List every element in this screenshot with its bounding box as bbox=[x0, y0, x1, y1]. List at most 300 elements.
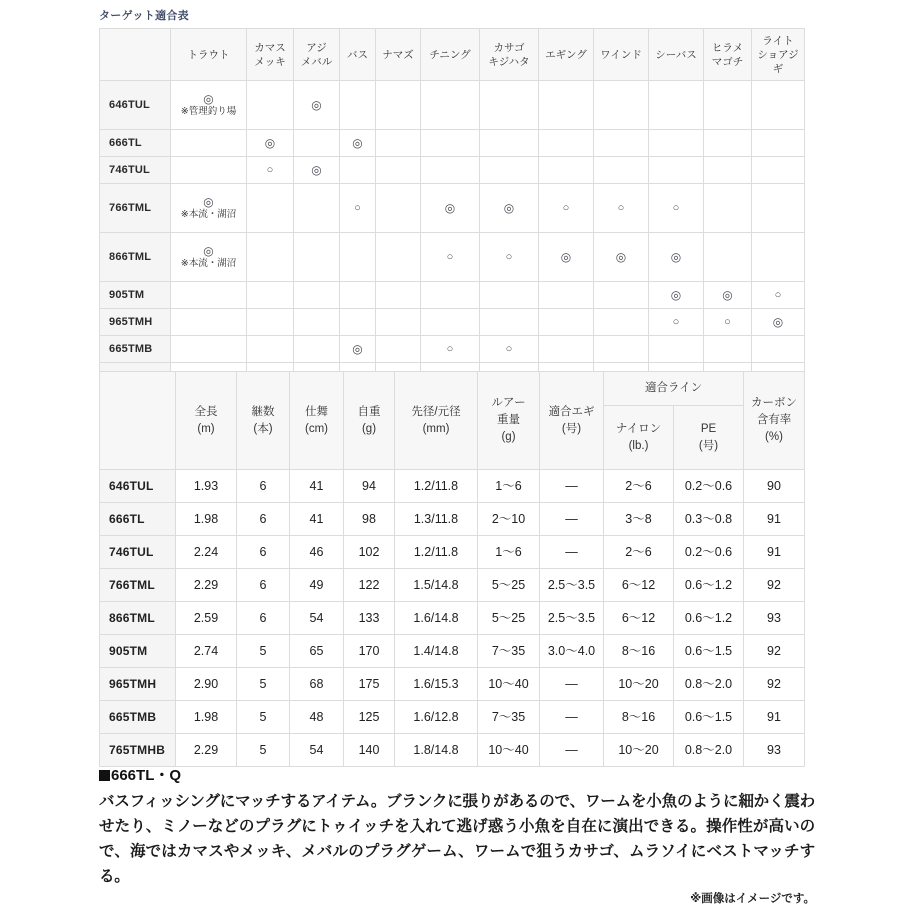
spec-cell-model: 746TUL bbox=[100, 536, 176, 569]
target-cell-trout bbox=[171, 184, 247, 233]
spec-cell-length: 2.59 bbox=[176, 602, 237, 635]
spec-cell-diameter: 1.5/14.8 bbox=[395, 569, 478, 602]
spec-cell-lure: 7〜35 bbox=[478, 701, 540, 734]
spec-cell-egi: — bbox=[540, 470, 604, 503]
spec-cell-length: 2.29 bbox=[176, 734, 237, 767]
description-heading-text: 666TL・Q bbox=[111, 767, 182, 784]
spec-col-head-lure-weight bbox=[478, 372, 540, 470]
spec-cell-weight: 94 bbox=[344, 470, 395, 503]
cell-content bbox=[752, 316, 804, 329]
target-cell-chinning bbox=[421, 233, 480, 282]
target-cell-trout bbox=[171, 157, 247, 184]
target-cell-kasago-kijihata bbox=[480, 81, 539, 130]
spec-cell-egi: 2.5〜3.5 bbox=[540, 569, 604, 602]
spec-cell-pe: 0.6〜1.5 bbox=[674, 635, 744, 668]
spec-cell-weight: 102 bbox=[344, 536, 395, 569]
spec-cell-weight: 140 bbox=[344, 734, 395, 767]
spec-cell-length: 2.90 bbox=[176, 668, 237, 701]
target-cell-aji-mebaru bbox=[294, 130, 340, 157]
spec-cell-nylon: 10〜20 bbox=[604, 668, 674, 701]
spec-cell-diameter: 1.6/15.3 bbox=[395, 668, 478, 701]
target-cell-kasago-kijihata bbox=[480, 233, 539, 282]
target-cell-light-shore-jigging bbox=[752, 81, 805, 130]
target-cell-light-shore-jigging bbox=[752, 309, 805, 336]
spec-cell-closed: 65 bbox=[290, 635, 344, 668]
col-label-line: (本) bbox=[253, 422, 273, 435]
specification-table-container bbox=[99, 371, 805, 767]
spec-cell-pieces: 5 bbox=[237, 701, 290, 734]
spec-cell-lure: 1〜6 bbox=[478, 470, 540, 503]
spec-cell-carbon: 92 bbox=[744, 668, 805, 701]
table-row bbox=[100, 282, 805, 309]
target-row-model: 965TMH bbox=[100, 309, 171, 336]
cell-content bbox=[421, 251, 479, 264]
circle-icon: ○ bbox=[354, 201, 361, 214]
target-cell-kamasu-mekki bbox=[247, 282, 294, 309]
cell-content bbox=[480, 343, 538, 356]
spec-cell-lure: 5〜25 bbox=[478, 602, 540, 635]
spec-cell-pe: 0.6〜1.2 bbox=[674, 602, 744, 635]
cell-content bbox=[480, 251, 538, 264]
table-row bbox=[100, 81, 805, 130]
table-row bbox=[100, 734, 805, 767]
col-label-line: 自重 bbox=[357, 405, 381, 418]
target-cell-seabass bbox=[649, 282, 704, 309]
circle-icon: ○ bbox=[446, 342, 454, 355]
target-row-model: 646TUL bbox=[100, 81, 171, 130]
target-compatibility-table bbox=[99, 28, 805, 390]
cell-content bbox=[480, 202, 538, 215]
cell-content bbox=[594, 251, 648, 264]
spec-cell-pieces: 6 bbox=[237, 503, 290, 536]
spec-cell-nylon: 6〜12 bbox=[604, 602, 674, 635]
spec-cell-length: 1.93 bbox=[176, 470, 237, 503]
spec-cell-pieces: 5 bbox=[237, 734, 290, 767]
table-row bbox=[100, 470, 805, 503]
spec-cell-carbon: 91 bbox=[744, 701, 805, 734]
target-cell-chinning bbox=[421, 184, 480, 233]
description-heading bbox=[99, 766, 815, 786]
cell-content bbox=[171, 93, 246, 118]
spec-table-head bbox=[100, 372, 805, 470]
circle-icon: ○ bbox=[672, 201, 680, 214]
target-cell-kamasu-mekki bbox=[247, 233, 294, 282]
specification-table bbox=[99, 371, 805, 767]
spec-cell-pieces: 5 bbox=[237, 668, 290, 701]
cell-content bbox=[649, 316, 703, 329]
target-cell-wind bbox=[594, 233, 649, 282]
spec-cell-model: 665TMB bbox=[100, 701, 176, 734]
col-label-line: アジ bbox=[306, 41, 327, 54]
target-col-head-kamasu-mekki bbox=[247, 29, 294, 81]
spec-cell-pieces: 6 bbox=[237, 602, 290, 635]
target-cell-aji-mebaru bbox=[294, 336, 340, 363]
cell-content bbox=[649, 202, 703, 215]
col-label-line: シーバス bbox=[655, 48, 697, 61]
spec-cell-pe: 0.8〜2.0 bbox=[674, 668, 744, 701]
target-cell-namazu bbox=[376, 130, 421, 157]
spec-cell-pe: 0.6〜1.2 bbox=[674, 569, 744, 602]
cell-content bbox=[752, 289, 804, 302]
table-row bbox=[100, 503, 805, 536]
cell-note: ※本流・湖沼 bbox=[180, 257, 237, 269]
double-circle-icon: ◎ bbox=[311, 97, 322, 112]
spec-cell-weight: 98 bbox=[344, 503, 395, 536]
target-cell-eging bbox=[539, 81, 594, 130]
target-col-head-light-shore-jigging bbox=[752, 29, 805, 81]
spec-table-header-row-top bbox=[100, 372, 805, 406]
spec-cell-model: 905TM bbox=[100, 635, 176, 668]
target-cell-namazu bbox=[376, 282, 421, 309]
target-cell-eging bbox=[539, 130, 594, 157]
target-cell-namazu bbox=[376, 81, 421, 130]
spec-cell-egi: 3.0〜4.0 bbox=[540, 635, 604, 668]
table-row bbox=[100, 536, 805, 569]
target-col-head-seabass bbox=[649, 29, 704, 81]
target-cell-aji-mebaru bbox=[294, 81, 340, 130]
spec-cell-model: 965TMH bbox=[100, 668, 176, 701]
table-row bbox=[100, 130, 805, 157]
target-cell-namazu bbox=[376, 184, 421, 233]
col-label-line: ヒラメ bbox=[711, 41, 744, 54]
target-cell-hirame-magochi bbox=[704, 130, 752, 157]
target-cell-bass bbox=[340, 157, 376, 184]
target-cell-light-shore-jigging bbox=[752, 233, 805, 282]
table-row bbox=[100, 701, 805, 734]
double-circle-icon: ◎ bbox=[670, 249, 682, 264]
spec-cell-carbon: 91 bbox=[744, 536, 805, 569]
col-label-line: ルアー bbox=[491, 397, 526, 409]
spec-cell-pieces: 6 bbox=[237, 569, 290, 602]
target-cell-eging bbox=[539, 157, 594, 184]
target-cell-kamasu-mekki bbox=[247, 184, 294, 233]
col-label-line: 仕舞 bbox=[305, 405, 328, 418]
spec-cell-diameter: 1.6/14.8 bbox=[395, 602, 478, 635]
target-cell-wind bbox=[594, 309, 649, 336]
target-col-head-eging bbox=[539, 29, 594, 81]
target-col-head-trout bbox=[171, 29, 247, 81]
target-cell-kasago-kijihata bbox=[480, 184, 539, 233]
double-circle-icon: ◎ bbox=[615, 249, 627, 264]
target-row-model: 866TML bbox=[100, 233, 171, 282]
spec-cell-nylon: 3〜8 bbox=[604, 503, 674, 536]
spec-cell-weight: 133 bbox=[344, 602, 395, 635]
target-row-model: 766TML bbox=[100, 184, 171, 233]
target-cell-hirame-magochi bbox=[704, 336, 752, 363]
target-cell-eging bbox=[539, 282, 594, 309]
target-row-model: 666TL bbox=[100, 130, 171, 157]
target-cell-hirame-magochi bbox=[704, 184, 752, 233]
cell-content bbox=[539, 202, 593, 215]
spec-cell-pe: 0.2〜0.6 bbox=[674, 470, 744, 503]
col-label-line: PE bbox=[700, 422, 717, 435]
col-label-line: チニング bbox=[429, 48, 471, 61]
spec-col-head-egi bbox=[540, 372, 604, 470]
target-table-head bbox=[100, 29, 805, 81]
double-circle-icon: ◎ bbox=[560, 249, 572, 264]
spec-cell-model: 866TML bbox=[100, 602, 176, 635]
target-cell-trout bbox=[171, 309, 247, 336]
circle-icon: ○ bbox=[774, 288, 782, 301]
spec-cell-weight: 170 bbox=[344, 635, 395, 668]
target-cell-bass bbox=[340, 233, 376, 282]
table-row bbox=[100, 157, 805, 184]
target-cell-bass bbox=[340, 184, 376, 233]
target-cell-light-shore-jigging bbox=[752, 157, 805, 184]
spec-cell-closed: 46 bbox=[290, 536, 344, 569]
table-row bbox=[100, 602, 805, 635]
cell-content bbox=[704, 289, 751, 302]
spec-cell-nylon: 8〜16 bbox=[604, 701, 674, 734]
spec-cell-carbon: 91 bbox=[744, 503, 805, 536]
col-label-line: (%) bbox=[765, 431, 783, 443]
spec-cell-weight: 175 bbox=[344, 668, 395, 701]
target-cell-aji-mebaru bbox=[294, 309, 340, 336]
spec-cell-nylon: 2〜6 bbox=[604, 536, 674, 569]
target-col-head-aji-mebaru bbox=[294, 29, 340, 81]
double-circle-icon: ◎ bbox=[264, 135, 276, 150]
spec-cell-diameter: 1.2/11.8 bbox=[395, 470, 478, 503]
target-col-head-wind bbox=[594, 29, 649, 81]
col-label-line: (cm) bbox=[305, 422, 328, 435]
circle-icon: ○ bbox=[505, 250, 513, 263]
target-cell-wind bbox=[594, 336, 649, 363]
spec-cell-egi: — bbox=[540, 701, 604, 734]
spec-cell-carbon: 92 bbox=[744, 635, 805, 668]
spec-cell-closed: 68 bbox=[290, 668, 344, 701]
spec-cell-egi: 2.5〜3.5 bbox=[540, 602, 604, 635]
spec-cell-egi: — bbox=[540, 734, 604, 767]
circle-icon: ○ bbox=[724, 315, 731, 328]
cell-content bbox=[294, 164, 339, 177]
spec-col-head-nylon bbox=[604, 406, 674, 470]
table-row bbox=[100, 309, 805, 336]
target-cell-seabass bbox=[649, 336, 704, 363]
col-label-line: 継数 bbox=[251, 405, 275, 418]
col-label-line: ナイロン bbox=[615, 422, 662, 435]
cell-note: ※本流・湖沼 bbox=[180, 208, 237, 220]
cell-note: ※管理釣り場 bbox=[180, 105, 237, 117]
description-footnote: ※画像はイメージです。 bbox=[690, 893, 815, 905]
description-body: バスフィッシングにマッチするアイテム。ブランクに張りがあるので、ワームを小魚のように細かく震わせたり、ミノーなどのプラグにトゥイッチを入れて逃げ惑う小魚を自在に演出できる。操作性が高いので、海ではカマスやメッキ、メバルのプラグゲーム、ワームで狙うカサゴ、ムラソイにベストマッチする。 bbox=[99, 793, 815, 885]
table-row bbox=[100, 569, 805, 602]
target-cell-namazu bbox=[376, 157, 421, 184]
spec-cell-nylon: 6〜12 bbox=[604, 569, 674, 602]
target-cell-aji-mebaru bbox=[294, 282, 340, 309]
cell-content bbox=[294, 99, 339, 112]
cell-content bbox=[649, 251, 703, 264]
spec-cell-diameter: 1.8/14.8 bbox=[395, 734, 478, 767]
cell-content bbox=[247, 164, 293, 177]
target-cell-hirame-magochi bbox=[704, 157, 752, 184]
spec-cell-diameter: 1.2/11.8 bbox=[395, 536, 478, 569]
spec-cell-model: 666TL bbox=[100, 503, 176, 536]
spec-cell-lure: 5〜25 bbox=[478, 569, 540, 602]
target-col-head-kasago-kijihata bbox=[480, 29, 539, 81]
spec-cell-lure: 2〜10 bbox=[478, 503, 540, 536]
target-cell-namazu bbox=[376, 233, 421, 282]
spec-col-head-pieces bbox=[237, 372, 290, 470]
target-cell-aji-mebaru bbox=[294, 184, 340, 233]
spec-cell-egi: — bbox=[540, 668, 604, 701]
target-col-head-namazu bbox=[376, 29, 421, 81]
spec-cell-carbon: 92 bbox=[744, 569, 805, 602]
target-cell-light-shore-jigging bbox=[752, 130, 805, 157]
target-cell-wind bbox=[594, 130, 649, 157]
double-circle-icon: ◎ bbox=[772, 314, 784, 329]
col-label-line: (号) bbox=[698, 439, 719, 452]
target-row-model: 746TUL bbox=[100, 157, 171, 184]
spec-cell-diameter: 1.3/11.8 bbox=[395, 503, 478, 536]
col-label-line: 先径/元径 bbox=[411, 405, 461, 418]
col-label-line: トラウト bbox=[187, 48, 230, 61]
spec-col-head-line-group: 適合ライン bbox=[604, 372, 744, 406]
cell-content bbox=[171, 196, 246, 221]
table-row bbox=[100, 184, 805, 233]
col-label-line: (g) bbox=[361, 422, 377, 435]
target-cell-wind bbox=[594, 157, 649, 184]
col-label-line: (mm) bbox=[422, 422, 450, 435]
double-circle-icon: ◎ bbox=[352, 341, 363, 356]
cell-content bbox=[539, 251, 593, 264]
product-description-block bbox=[99, 766, 815, 907]
cell-content bbox=[421, 202, 479, 215]
spec-cell-pieces: 6 bbox=[237, 536, 290, 569]
spec-table-body bbox=[100, 470, 805, 767]
circle-icon: ○ bbox=[446, 250, 454, 263]
target-cell-chinning bbox=[421, 130, 480, 157]
spec-cell-lure: 10〜40 bbox=[478, 668, 540, 701]
target-cell-hirame-magochi bbox=[704, 282, 752, 309]
spec-cell-closed: 49 bbox=[290, 569, 344, 602]
target-cell-kamasu-mekki bbox=[247, 336, 294, 363]
col-label-line: 適合エギ bbox=[548, 405, 595, 418]
target-cell-trout bbox=[171, 81, 247, 130]
col-label-line: カーボン bbox=[751, 397, 797, 409]
target-cell-kasago-kijihata bbox=[480, 336, 539, 363]
spec-cell-nylon: 8〜16 bbox=[604, 635, 674, 668]
spec-cell-egi: — bbox=[540, 536, 604, 569]
target-cell-chinning bbox=[421, 309, 480, 336]
double-circle-icon: ◎ bbox=[203, 194, 214, 209]
col-label-line: バス bbox=[347, 48, 368, 61]
target-row-model: 665TMB bbox=[100, 336, 171, 363]
col-label-line: エギング bbox=[545, 48, 587, 61]
square-bullet-icon bbox=[99, 770, 110, 781]
cell-content bbox=[704, 316, 751, 329]
cell-content bbox=[594, 202, 648, 215]
target-cell-trout bbox=[171, 282, 247, 309]
spec-col-head-closed-length bbox=[290, 372, 344, 470]
spec-col-head-carbon bbox=[744, 372, 805, 470]
spec-col-head-pe bbox=[674, 406, 744, 470]
target-cell-kasago-kijihata bbox=[480, 282, 539, 309]
col-label-line: カサゴ bbox=[493, 41, 525, 54]
target-cell-hirame-magochi bbox=[704, 81, 752, 130]
spec-cell-lure: 10〜40 bbox=[478, 734, 540, 767]
spec-cell-pe: 0.6〜1.5 bbox=[674, 701, 744, 734]
target-cell-hirame-magochi bbox=[704, 309, 752, 336]
target-cell-bass bbox=[340, 81, 376, 130]
target-col-head-bass bbox=[340, 29, 376, 81]
target-compatibility-table-container bbox=[99, 28, 805, 390]
target-cell-chinning bbox=[421, 157, 480, 184]
target-cell-trout bbox=[171, 233, 247, 282]
spec-cell-closed: 54 bbox=[290, 734, 344, 767]
target-cell-kasago-kijihata bbox=[480, 130, 539, 157]
target-cell-eging bbox=[539, 336, 594, 363]
target-cell-bass bbox=[340, 336, 376, 363]
col-label-line: ショアジギ bbox=[757, 48, 799, 75]
table-row bbox=[100, 233, 805, 282]
target-table-body bbox=[100, 81, 805, 390]
spec-cell-carbon: 90 bbox=[744, 470, 805, 503]
col-label-line: カマス bbox=[254, 41, 286, 54]
table-row bbox=[100, 668, 805, 701]
target-cell-bass bbox=[340, 282, 376, 309]
double-circle-icon: ◎ bbox=[503, 200, 515, 215]
spec-cell-closed: 41 bbox=[290, 503, 344, 536]
spec-cell-closed: 54 bbox=[290, 602, 344, 635]
spec-cell-pe: 0.3〜0.8 bbox=[674, 503, 744, 536]
target-cell-eging bbox=[539, 233, 594, 282]
spec-cell-length: 1.98 bbox=[176, 701, 237, 734]
target-cell-seabass bbox=[649, 309, 704, 336]
target-cell-light-shore-jigging bbox=[752, 184, 805, 233]
target-cell-trout bbox=[171, 130, 247, 157]
spec-cell-length: 2.74 bbox=[176, 635, 237, 668]
target-cell-wind bbox=[594, 282, 649, 309]
spec-cell-carbon: 93 bbox=[744, 602, 805, 635]
target-cell-trout bbox=[171, 336, 247, 363]
spec-cell-nylon: 10〜20 bbox=[604, 734, 674, 767]
target-cell-namazu bbox=[376, 309, 421, 336]
double-circle-icon: ◎ bbox=[203, 243, 214, 258]
target-cell-kasago-kijihata bbox=[480, 157, 539, 184]
target-cell-kamasu-mekki bbox=[247, 309, 294, 336]
target-cell-aji-mebaru bbox=[294, 233, 340, 282]
cell-content bbox=[649, 289, 703, 302]
target-table-title: ターゲット適合表 bbox=[99, 10, 189, 22]
target-cell-chinning bbox=[421, 81, 480, 130]
target-cell-eging bbox=[539, 184, 594, 233]
spec-cell-diameter: 1.4/14.8 bbox=[395, 635, 478, 668]
col-label-line: (g) bbox=[501, 431, 516, 443]
col-label-line: ライト bbox=[762, 34, 794, 47]
target-cell-bass bbox=[340, 309, 376, 336]
target-cell-eging bbox=[539, 309, 594, 336]
target-cell-aji-mebaru bbox=[294, 157, 340, 184]
spec-cell-closed: 48 bbox=[290, 701, 344, 734]
spec-cell-pieces: 5 bbox=[237, 635, 290, 668]
circle-icon: ○ bbox=[562, 201, 570, 214]
target-row-model: 905TM bbox=[100, 282, 171, 309]
table-row bbox=[100, 336, 805, 363]
col-label-line: 含有率 bbox=[756, 414, 792, 426]
spec-cell-weight: 122 bbox=[344, 569, 395, 602]
cell-content bbox=[340, 137, 375, 150]
cell-content bbox=[340, 343, 375, 356]
spec-cell-model: 766TML bbox=[100, 569, 176, 602]
target-cell-kamasu-mekki bbox=[247, 81, 294, 130]
col-label-line: (号) bbox=[561, 422, 582, 435]
target-cell-kasago-kijihata bbox=[480, 309, 539, 336]
circle-icon: ○ bbox=[617, 201, 625, 214]
spec-cell-closed: 41 bbox=[290, 470, 344, 503]
spec-cell-lure: 1〜6 bbox=[478, 536, 540, 569]
spec-cell-length: 2.29 bbox=[176, 569, 237, 602]
target-col-head-model bbox=[100, 29, 171, 81]
